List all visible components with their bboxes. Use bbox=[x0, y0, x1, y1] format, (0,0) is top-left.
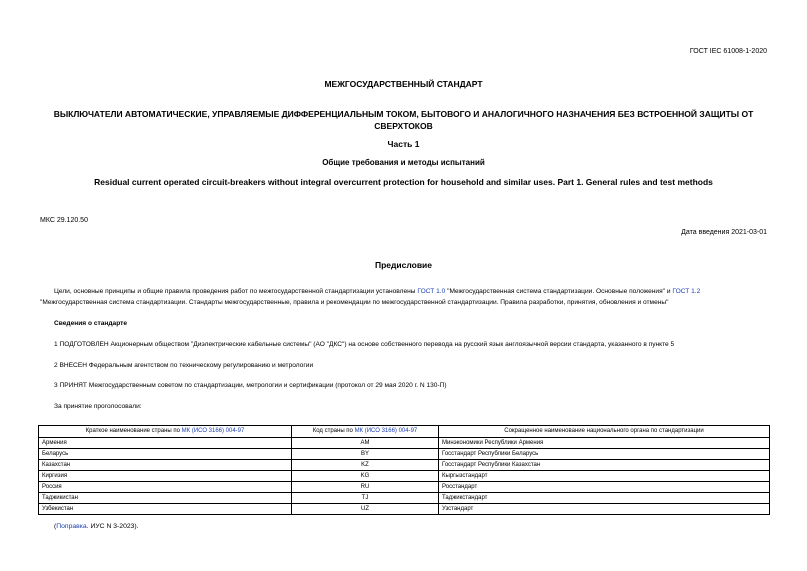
info-item-adopted: 3 ПРИНЯТ Межгосударственным советом по стандартизации, метрологии и сертификации (протокол от 29 мая 2020 г. N 130-П) bbox=[54, 382, 447, 389]
foreword-paragraph bbox=[40, 287, 769, 308]
gost-1-0-link[interactable]: ГОСТ 1.0 bbox=[417, 288, 446, 295]
code-cell: TJ bbox=[292, 493, 439, 504]
foreword-heading: Предисловие bbox=[374, 260, 433, 270]
column-header-country: Краткое наименование страны по МК (ИСО 3166) 004-97 bbox=[39, 426, 292, 438]
code-cell: BY bbox=[292, 449, 439, 460]
voted-label: За принятие проголосовали: bbox=[54, 403, 142, 410]
part-heading: Часть 1 bbox=[387, 139, 420, 149]
table-row bbox=[39, 460, 770, 471]
mks-code: МКС 29.120.50 bbox=[40, 217, 88, 224]
subtitle-ru: Общие требования и методы испытаний bbox=[322, 158, 485, 167]
body-cell: Росстандарт bbox=[439, 482, 770, 493]
gost-1-2-link[interactable]: ГОСТ 1.2 bbox=[672, 288, 701, 295]
table-header-row bbox=[39, 426, 770, 438]
code-cell: AM bbox=[292, 438, 439, 449]
mk-iso-link[interactable]: МК (ИСО 3166) 004-97 bbox=[181, 428, 245, 434]
mk-iso-link[interactable]: МК (ИСО 3166) 004-97 bbox=[354, 428, 418, 434]
code-cell: KG bbox=[292, 471, 439, 482]
country-cell: Казахстан bbox=[39, 460, 292, 471]
body-cell: Госстандарт Республики Казахстан bbox=[439, 460, 770, 471]
table-row bbox=[39, 504, 770, 515]
body-cell: Таджикстандарт bbox=[439, 493, 770, 504]
introduction-date: Дата введения 2021-03-01 bbox=[681, 229, 767, 236]
country-cell: Беларусь bbox=[39, 449, 292, 460]
column-header-body: Сокращенное наименование национального органа по стандартизации bbox=[439, 426, 770, 438]
info-item-prepared: 1 ПОДГОТОВЛЕН Акционерным обществом "Диэлектрические кабельные системы" (АО "ДКС") на основе собственного перевода на русский язык англоязычной версии стандарта, указанного в пункте 5 bbox=[54, 341, 675, 348]
document-title-en: Residual current operated circuit-breakers without integral overcurrent protection for household and similar uses. Part 1. General rules and test methods bbox=[94, 177, 713, 187]
standard-type-heading: МЕЖГОСУДАРСТВЕННЫЙ СТАНДАРТ bbox=[324, 79, 483, 89]
table-row bbox=[39, 482, 770, 493]
body-cell: Минэкономики Республики Армения bbox=[439, 438, 770, 449]
country-cell: Киргизия bbox=[39, 471, 292, 482]
table-row bbox=[39, 438, 770, 449]
table-row bbox=[39, 493, 770, 504]
code-cell: KZ bbox=[292, 460, 439, 471]
body-cell: Узстандарт bbox=[439, 504, 770, 515]
body-cell: Госстандарт Республики Беларусь bbox=[439, 449, 770, 460]
amendment-note: (Поправка. ИУС N 3-2023). bbox=[54, 523, 139, 530]
column-header-code: Код страны по МК (ИСО 3166) 004-97 bbox=[292, 426, 439, 438]
country-cell: Узбекистан bbox=[39, 504, 292, 515]
standard-info-label: Сведения о стандарте bbox=[54, 320, 128, 327]
foreword-text-1: Цели, основные принципы и общие правила проведения работ по межгосударственной стандартизации установлены bbox=[54, 288, 418, 295]
body-cell: Кыргызстандарт bbox=[439, 471, 770, 482]
table-row bbox=[39, 449, 770, 460]
country-cell: Россия bbox=[39, 482, 292, 493]
document-title-ru: ВЫКЛЮЧАТЕЛИ АВТОМАТИЧЕСКИЕ, УПРАВЛЯЕМЫЕ ДИФФЕРЕНЦИАЛЬНЫМ ТОКОМ, БЫТОВОГО И АНАЛОГИЧНОГО НАЗНАЧЕНИЯ БЕЗ ВСТРОЕННОЙ ЗАЩИТЫ ОТ СВЕРХТОКОВ bbox=[53, 109, 754, 131]
country-cell: Таджикистан bbox=[39, 493, 292, 504]
voting-countries-table bbox=[38, 425, 770, 515]
table-row bbox=[39, 471, 770, 482]
amendment-link[interactable]: Поправка bbox=[56, 523, 87, 530]
code-cell: UZ bbox=[292, 504, 439, 515]
document-id: ГОСТ IEC 61008-1-2020 bbox=[689, 48, 767, 55]
country-cell: Армения bbox=[39, 438, 292, 449]
code-cell: RU bbox=[292, 482, 439, 493]
foreword-text-3: "Межгосударственная система стандартизации. Стандарты межгосударственные, правила и рекомендации по межгосударственной стандартизации. Правила разработки, принятия, обновления и отмены" bbox=[40, 298, 669, 306]
foreword-text-2: "Межгосударственная система стандартизации. Основные положения" и bbox=[445, 288, 673, 295]
info-item-introduced: 2 ВНЕСЕН Федеральным агентством по техническому регулированию и метрологии bbox=[54, 362, 314, 369]
